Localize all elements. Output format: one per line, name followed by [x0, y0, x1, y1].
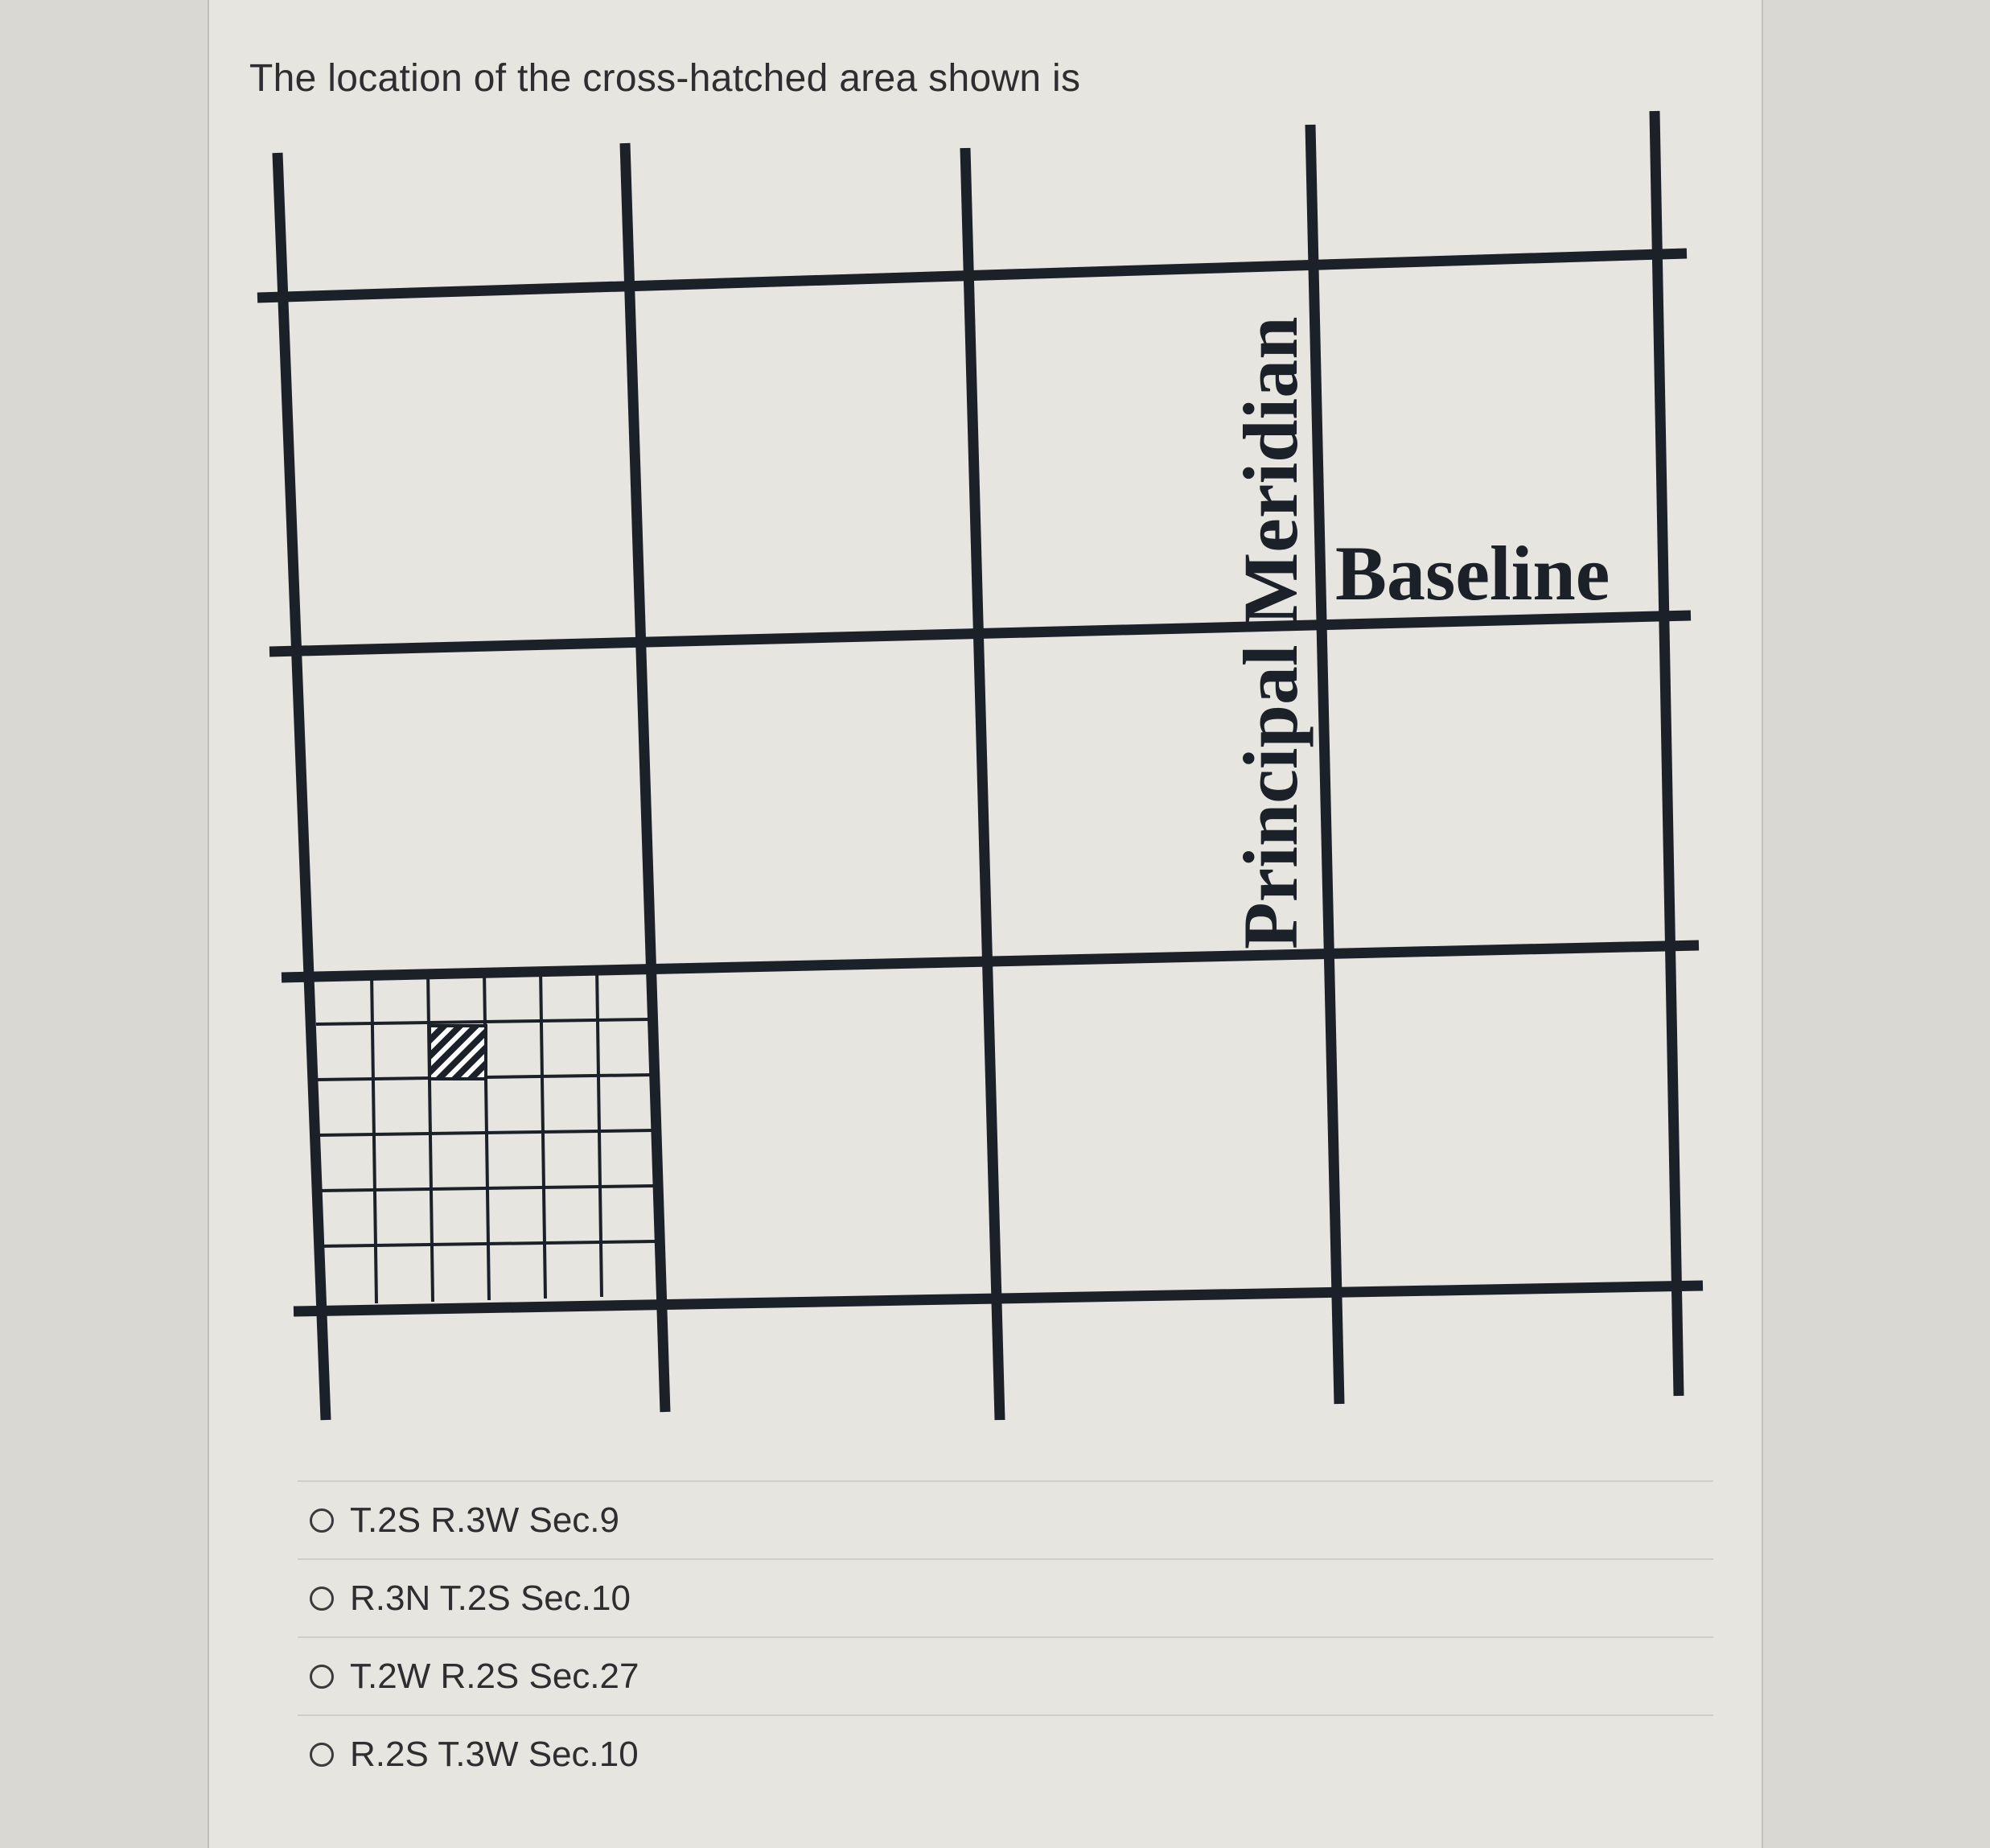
range-line	[278, 153, 326, 1420]
answer-option-label: T.2S R.3W Sec.9	[350, 1500, 620, 1540]
radio-button-icon[interactable]	[310, 1665, 334, 1689]
township-lines	[257, 111, 1703, 1420]
section-line	[316, 1019, 650, 1024]
answer-options	[298, 1480, 1713, 1792]
answer-option-label: T.2W R.2S Sec.27	[350, 1656, 639, 1696]
answer-option-2[interactable]	[298, 1558, 1713, 1636]
radio-button-icon[interactable]	[310, 1587, 334, 1611]
section-grid	[316, 967, 655, 1303]
baseline-label: Baseline	[1335, 530, 1610, 616]
radio-button-icon[interactable]	[310, 1743, 334, 1767]
answer-option-label: R.3N T.2S Sec.10	[350, 1578, 631, 1618]
range-line	[625, 143, 665, 1412]
answer-option-3[interactable]	[298, 1636, 1713, 1714]
hatched-section	[430, 1026, 486, 1079]
question-text: The location of the cross-hatched area shown is	[249, 57, 1081, 100]
section-line	[484, 970, 489, 1300]
radio-button-icon[interactable]	[310, 1508, 334, 1533]
answer-option-1[interactable]	[298, 1480, 1713, 1558]
section-line	[541, 969, 545, 1299]
range-line	[965, 148, 1000, 1420]
principal-meridian-line	[1310, 125, 1339, 1404]
answer-option-label: R.2S T.3W Sec.10	[350, 1734, 639, 1774]
principal-meridian-label: Principal Meridian	[1227, 316, 1314, 949]
range-line	[1655, 111, 1679, 1396]
answer-option-4[interactable]	[298, 1714, 1713, 1792]
